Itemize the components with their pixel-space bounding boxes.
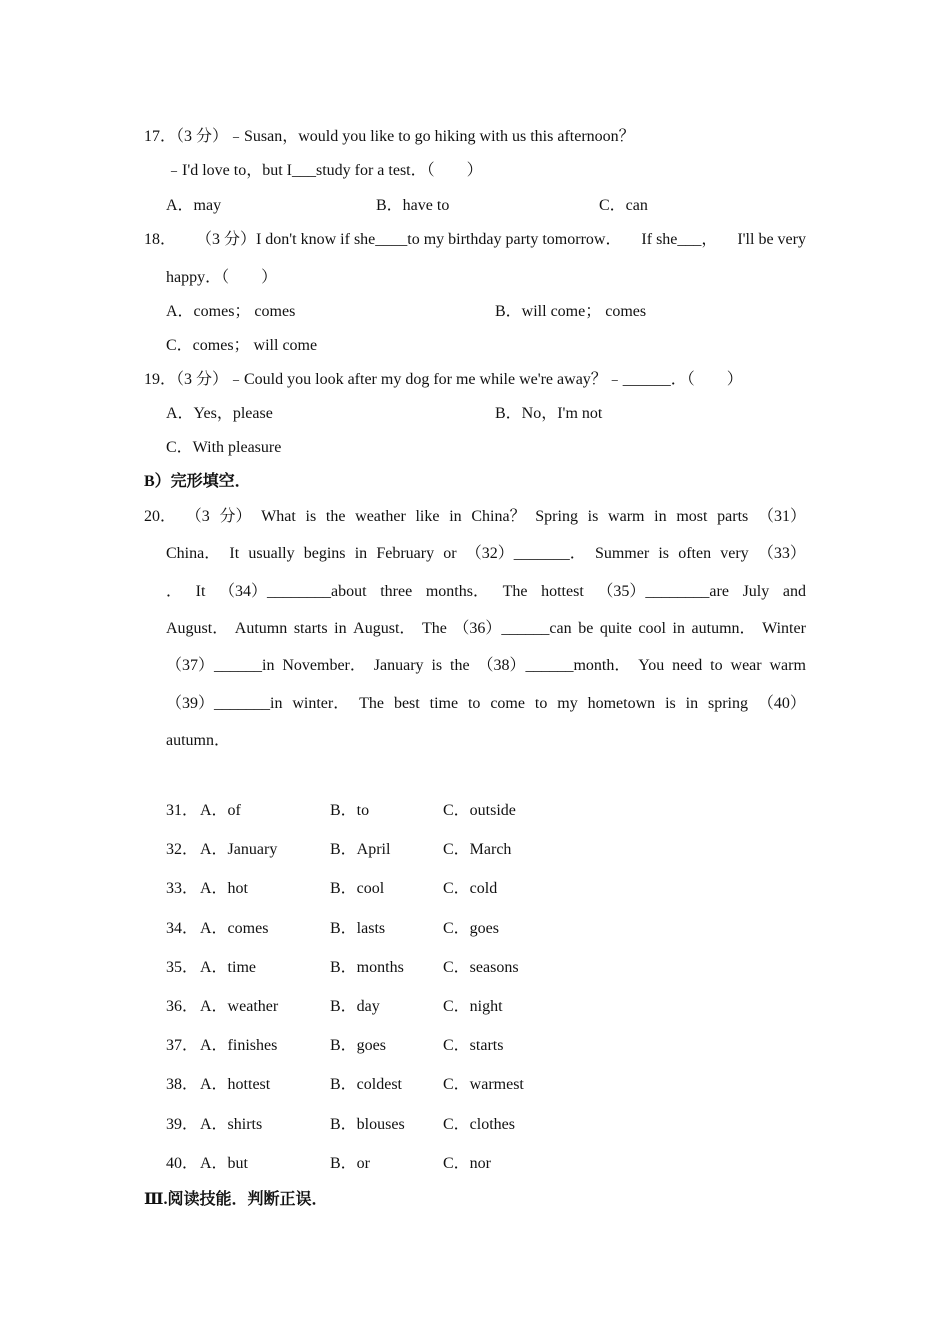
- q20-word: parts: [717, 508, 749, 525]
- q20-word: weather: [355, 508, 406, 525]
- q20-word: （36）______can: [453, 620, 572, 637]
- q17-option-c: C．can: [599, 197, 648, 214]
- choice-option-a: A．shirts: [200, 1116, 263, 1133]
- q20-word: August．: [353, 620, 416, 637]
- q20-word: wear: [730, 657, 762, 674]
- q20-line: [144, 507, 806, 527]
- q20-word: is: [658, 545, 670, 562]
- q20-word: Autumn: [234, 620, 288, 637]
- q20-word: warm: [608, 508, 645, 525]
- q20-word: time: [429, 695, 459, 712]
- q20-word: in: [685, 695, 699, 712]
- q20-word: （38）______month．: [477, 657, 631, 674]
- q20-word: China？: [471, 508, 526, 525]
- q20-line: [166, 582, 806, 602]
- q20-word: Summer: [594, 545, 650, 562]
- q20-word: to: [467, 695, 481, 712]
- q20-word: autumn．: [691, 620, 756, 637]
- choice-option-b: B．or: [330, 1155, 371, 1172]
- q20-word: hometown: [587, 695, 656, 712]
- choice-number: 31．: [166, 802, 199, 819]
- choice-option-c: C．goes: [443, 920, 500, 937]
- q20-word: months．: [425, 583, 489, 600]
- q20-word: most: [676, 508, 708, 525]
- choice-option-b: B．months: [330, 959, 404, 976]
- q20-word: is: [665, 695, 676, 712]
- q18-text-part2: If she___，: [641, 231, 718, 248]
- q20-word: （37）______in: [166, 657, 275, 674]
- choice-option-c: C．starts: [443, 1037, 504, 1054]
- choice-number: 34．: [166, 920, 199, 937]
- q20-word: November．: [282, 657, 366, 674]
- q20-word: July: [742, 583, 770, 600]
- choice-number: 38．: [166, 1076, 199, 1093]
- q20-word: hottest: [541, 583, 584, 600]
- q17-option-b: B．have to: [376, 197, 450, 214]
- q18-stem-cont: happy．（ ）: [166, 269, 278, 286]
- q20-word: （31）: [757, 508, 806, 525]
- q20-word: quite: [599, 620, 632, 637]
- choice-option-b: B．day: [330, 998, 380, 1015]
- q18-option-a: A．comes； comes: [166, 303, 296, 320]
- q20-word: （35）________are: [597, 583, 729, 600]
- q20-word: August．: [166, 620, 229, 637]
- q20-word: （39）_______in: [166, 695, 283, 712]
- q20-word: is: [431, 657, 443, 674]
- choice-number: 39．: [166, 1116, 199, 1133]
- q20-word: （40）: [757, 695, 806, 712]
- q20-word: to: [710, 657, 723, 674]
- q20-word: the: [325, 508, 346, 525]
- choice-number: 37．: [166, 1037, 199, 1054]
- q20-word: in: [672, 620, 685, 637]
- choice-number: 32．: [166, 841, 199, 858]
- choice-option-b: B．to: [330, 802, 370, 819]
- choice-option-a: A．hottest: [200, 1076, 271, 1093]
- q20-line: [166, 619, 806, 639]
- choice-number: 35．: [166, 959, 199, 976]
- choice-option-b: B．cool: [330, 880, 385, 897]
- q20-word: cool: [638, 620, 666, 637]
- q20-word: three: [380, 583, 413, 600]
- q20-word: is: [587, 508, 599, 525]
- choice-option-b: B．coldest: [330, 1076, 402, 1093]
- q20-word: （34）________about: [219, 583, 367, 600]
- choice-number: 40．: [166, 1155, 199, 1172]
- q20-word: spring: [708, 695, 748, 712]
- q20-word: to: [534, 695, 548, 712]
- q20-word: best: [393, 695, 420, 712]
- q20-word: is: [305, 508, 317, 525]
- choice-option-a: A．but: [200, 1155, 249, 1172]
- choice-option-c: C．cold: [443, 880, 498, 897]
- q20-word: often: [678, 545, 712, 562]
- q20-word: January: [373, 657, 424, 674]
- q20-word: in: [654, 508, 667, 525]
- choice-option-c: C．nor: [443, 1155, 492, 1172]
- choice-option-c: C．night: [443, 998, 503, 1015]
- q20-word: in: [334, 620, 347, 637]
- q18-option-b: B．will come； comes: [495, 303, 647, 320]
- choice-option-c: C．clothes: [443, 1116, 515, 1133]
- q20-word: February: [376, 545, 435, 562]
- section-b-heading: B）完形填空．: [144, 473, 251, 490]
- choice-option-b: B．April: [330, 841, 391, 858]
- q17-stem: 17．（3 分）﹣Susan，would you like to go hiking with us this afternoon？: [144, 128, 635, 145]
- q20-word: starts: [293, 620, 328, 637]
- q20-word: be: [578, 620, 594, 637]
- q20-word: （3: [185, 508, 210, 525]
- q20-word: 分）: [219, 508, 252, 525]
- choice-number: 33．: [166, 880, 199, 897]
- q18-option-c: C．comes； will come: [166, 337, 318, 354]
- q20-word: The: [421, 620, 447, 637]
- choice-option-c: C．outside: [443, 802, 516, 819]
- q20-word: warm: [769, 657, 806, 674]
- q20-word: very: [720, 545, 749, 562]
- q20-word: It: [195, 583, 206, 600]
- q20-word: You: [638, 657, 665, 674]
- q20-word: 20．: [144, 508, 177, 525]
- choice-option-a: A．of: [200, 802, 241, 819]
- q20-word: The: [359, 695, 385, 712]
- choice-option-a: A．time: [200, 959, 256, 976]
- q20-word: China．: [166, 545, 221, 562]
- q20-word: and: [782, 583, 806, 600]
- choice-number: 36．: [166, 998, 199, 1015]
- q20-word: the: [450, 657, 470, 674]
- q20-word: need: [672, 657, 703, 674]
- q20-word: in: [449, 508, 462, 525]
- q20-word: my: [557, 695, 578, 712]
- q18-text-part3: I'll be very: [737, 231, 806, 248]
- q20-word: like: [415, 508, 440, 525]
- q20-word: winter．: [292, 695, 350, 712]
- q19-option-c: C．With pleasure: [166, 439, 282, 456]
- q19-stem: 19．（3 分）﹣Could you look after my dog for me while we're away？﹣______．（ ）: [144, 371, 743, 388]
- q20-word: usually: [248, 545, 295, 562]
- q18-number: 18．: [144, 231, 177, 248]
- choice-option-a: A．January: [200, 841, 278, 858]
- q20-line: [166, 694, 806, 714]
- q20-word: in: [354, 545, 368, 562]
- choice-option-c: C．warmest: [443, 1076, 524, 1093]
- choice-option-a: A．finishes: [200, 1037, 278, 1054]
- q20-line: [166, 544, 806, 564]
- choice-option-c: C．seasons: [443, 959, 519, 976]
- q17-reply: ﹣I'd love to，but I___study for a test．（ ）: [166, 162, 483, 179]
- q19-option-a: A．Yes，please: [166, 405, 273, 422]
- q20-word: Spring: [535, 508, 578, 525]
- q20-word: What: [261, 508, 296, 525]
- q20-word: It: [229, 545, 240, 562]
- choice-option-b: B．lasts: [330, 920, 386, 937]
- q18-text-part1: （3 分）I don't know if she____to my birthday party tomorrow．: [195, 231, 622, 248]
- choice-option-b: B．blouses: [330, 1116, 405, 1133]
- choice-option-c: C．March: [443, 841, 512, 858]
- q20-word: begins: [303, 545, 346, 562]
- section-3-heading: Ⅲ.阅读技能．判断正误．: [144, 1191, 328, 1208]
- q20-word: come: [490, 695, 525, 712]
- q20-word: ．: [166, 583, 183, 600]
- q20-word: （33）: [757, 545, 806, 562]
- q20-line: [166, 656, 806, 676]
- choice-option-a: A．hot: [200, 880, 249, 897]
- q18-stem: [144, 230, 806, 250]
- choice-option-a: A．weather: [200, 998, 279, 1015]
- q20-word: The: [502, 583, 528, 600]
- q20-word: or: [443, 545, 457, 562]
- q17-option-a: A．may: [166, 197, 222, 214]
- q20-word: Winter: [762, 620, 806, 637]
- q20-word: （32）_______．: [465, 545, 586, 562]
- q19-option-b: B．No，I'm not: [495, 405, 603, 422]
- q20-last-line: autumn．: [166, 732, 230, 749]
- choice-option-b: B．goes: [330, 1037, 387, 1054]
- choice-option-a: A．comes: [200, 920, 269, 937]
